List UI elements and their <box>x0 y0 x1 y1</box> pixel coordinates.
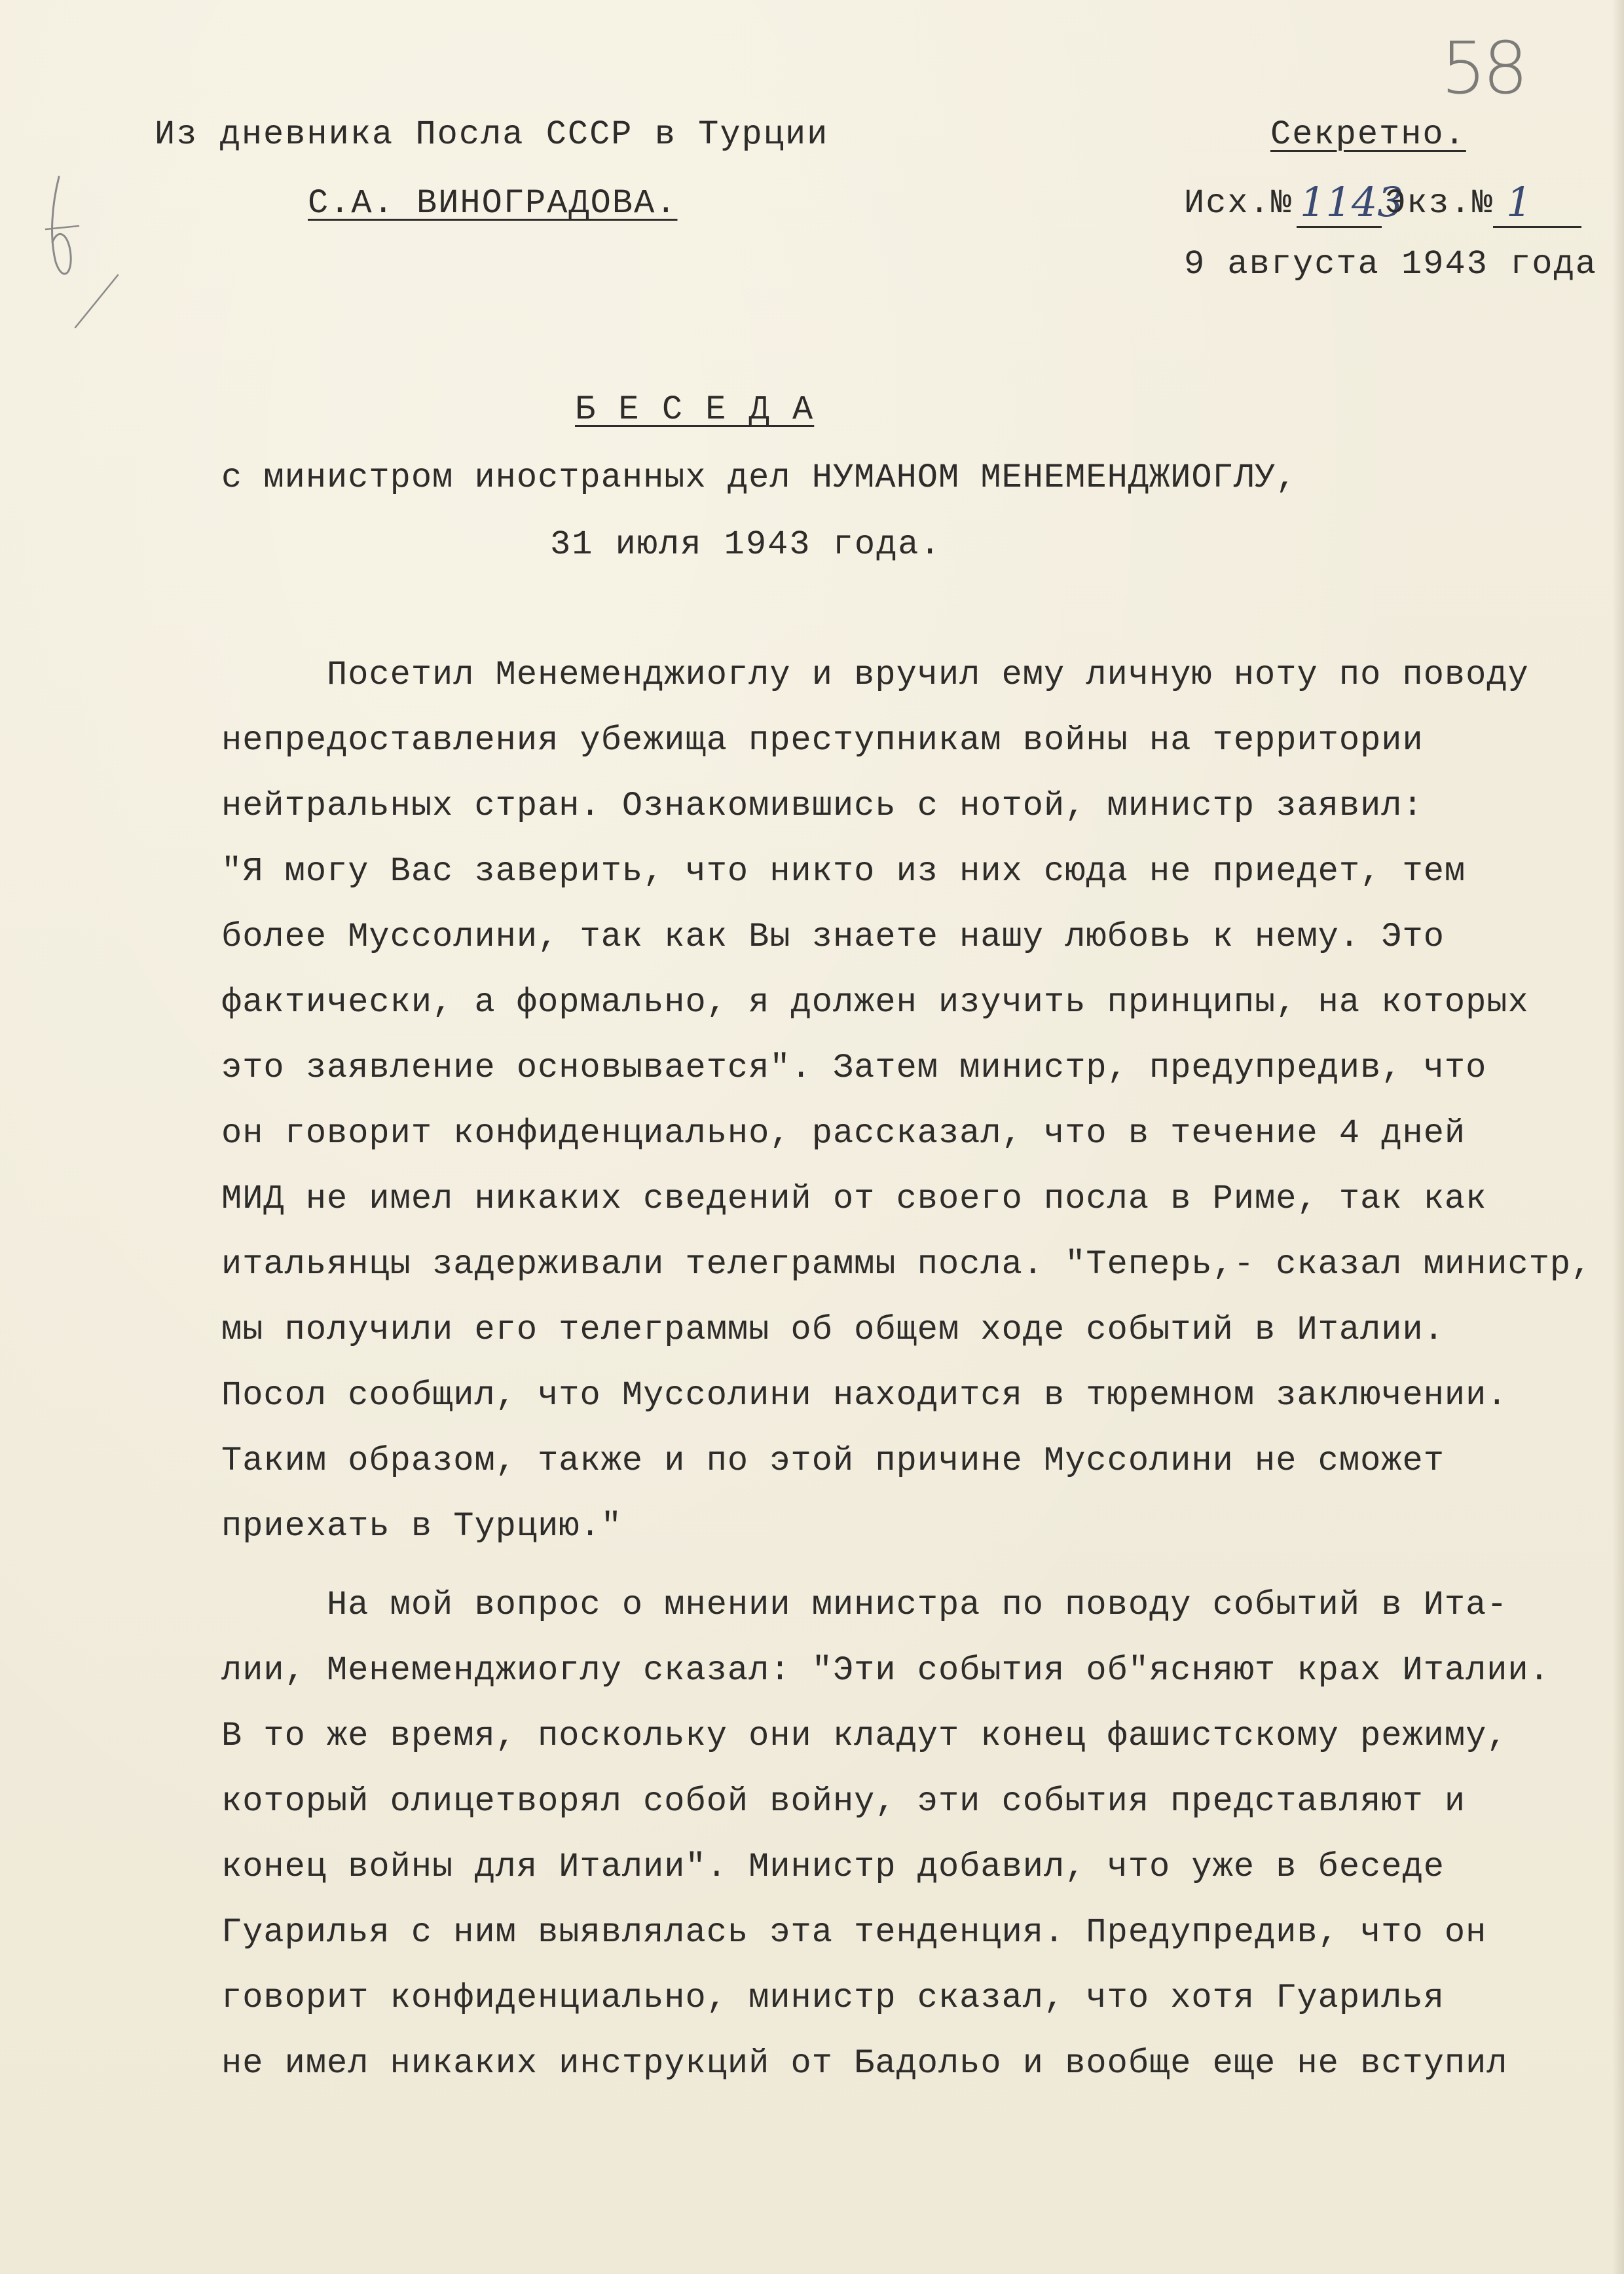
author-name: С.А. ВИНОГРАДОВА. <box>308 184 678 223</box>
body-line: Таким образом, также и по этой причине Муссолини не сможет <box>221 1442 1445 1480</box>
body-line: МИД не имел никаких сведений от своего посла в Риме, так как <box>221 1180 1487 1218</box>
body-line: более Муссолини, так как Вы знаете нашу любовь к нему. Это <box>221 918 1445 956</box>
body-line: говорит конфиденциально, министр сказал, что хотя Гуарилья <box>221 1979 1445 2017</box>
outgoing-number-handwritten: 1143 <box>1300 178 1403 226</box>
body-line: На мой вопрос о мнении министра по поводу событий в Ита- <box>221 1586 1508 1624</box>
outgoing-number-label: Исх.№ <box>1184 184 1293 223</box>
body-line: итальянцы задерживали телеграммы посла. "Теперь,- сказал министр, <box>221 1245 1593 1284</box>
body-line: не имел никаких инструкций от Бадольо и вообще еще не вступил <box>221 2044 1508 2083</box>
classification-label: Секретно. <box>1270 115 1466 154</box>
body-line: непредоставления убежища преступникам войны на территории <box>221 721 1424 760</box>
copy-number-label: Экз.№ <box>1385 184 1494 223</box>
outgoing-number-underline <box>1297 226 1382 228</box>
paper-edge-shadow <box>1612 0 1624 2274</box>
body-line: конец войны для Италии". Министр добавил, что уже в беседе <box>221 1848 1445 1886</box>
body-line: Гуарилья с ним выявлялась эта тенденция. Предупредив, что он <box>221 1913 1487 1952</box>
diary-source-line: Из дневника Посла СССР в Турции <box>155 115 829 154</box>
body-line: фактически, а формально, я должен изучить принципы, на которых <box>221 983 1529 1022</box>
body-line: "Я могу Вас заверить, что никто из них сюда не приедет, тем <box>221 852 1466 891</box>
body-line: мы получили его телеграммы об общем ходе событий в Италии. <box>221 1311 1445 1349</box>
document-heading: Б Е С Е Д А <box>575 390 815 429</box>
copy-number-handwritten: 1 <box>1506 178 1532 226</box>
body-line: нейтральных стран. Ознакомившись с нотой, министр заявил: <box>221 787 1424 825</box>
body-line: В то же время, поскольку они кладут конец фашистскому режиму, <box>221 1717 1508 1755</box>
body-line: Посетил Менеменджиоглу и вручил ему личную ноту по поводу <box>221 656 1529 694</box>
body-line: Посол сообщил, что Муссолини находится в тюремном заключении. <box>221 1376 1508 1415</box>
body-line: это заявление основывается". Затем министр, предупредив, что <box>221 1049 1487 1087</box>
conversation-subtitle: с министром иностранных дел НУМАНОМ МЕНЕМЕНДЖИОГЛУ, <box>221 458 1297 497</box>
handwritten-page-number: 58 <box>1441 26 1524 110</box>
conversation-date: 31 июля 1943 года. <box>550 525 942 564</box>
copy-number-underline <box>1493 226 1581 228</box>
body-line: приехать в Турцию." <box>221 1507 622 1546</box>
document-date: 9 августа 1943 года <box>1184 245 1597 284</box>
body-line: он говорит конфиденциально, рассказал, что в течение 4 дней <box>221 1114 1466 1153</box>
body-line: который олицетворял собой войну, эти события представляют и <box>221 1782 1466 1821</box>
body-line: лии, Менеменджиоглу сказал: "Эти события об"ясняют крах Италии. <box>221 1651 1550 1690</box>
